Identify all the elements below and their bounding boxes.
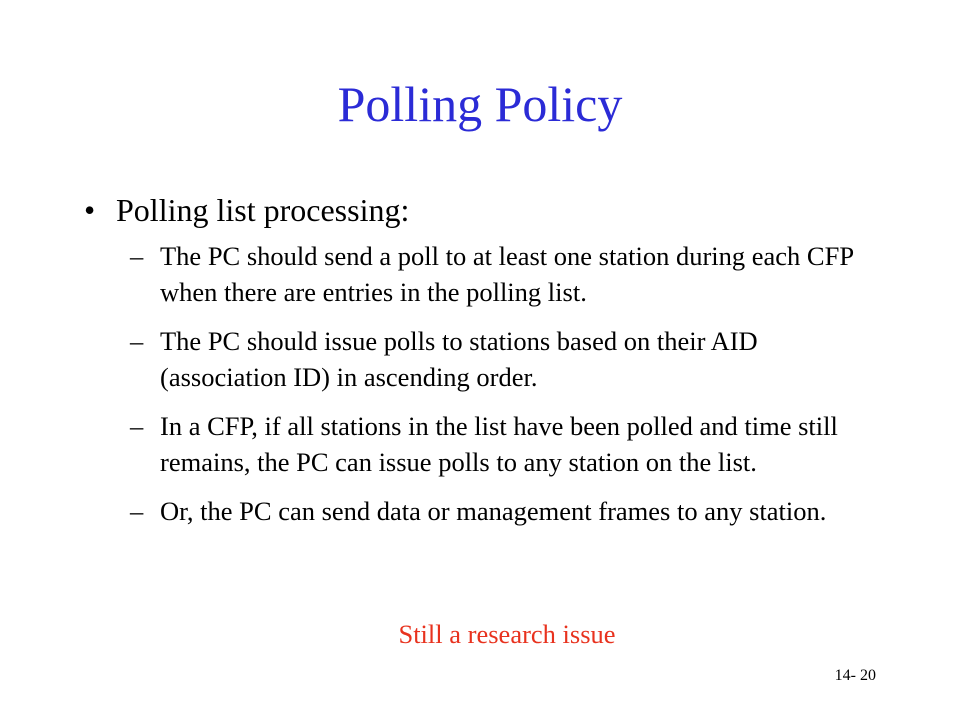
dash-marker: –: [130, 496, 144, 526]
main-bullet-text: Polling list processing:: [116, 192, 410, 228]
sub-bullet-text: In a CFP, if all stations in the list have been polled and time still remains, the PC can issue polls to any station on the list.: [160, 411, 838, 477]
dash-marker: –: [130, 411, 144, 441]
sub-bullet-item: [130, 493, 870, 529]
dash-marker: –: [130, 326, 144, 356]
sub-bullet-item: [130, 408, 870, 480]
sub-bullet-list: [130, 238, 870, 542]
page-number: 14- 20: [834, 667, 876, 684]
main-bullet: [84, 188, 409, 232]
sub-bullet-item: [130, 238, 870, 310]
slide-title: Polling Policy: [337, 76, 623, 132]
dash-marker: –: [130, 241, 144, 271]
bullet-marker: •: [84, 192, 96, 228]
research-note: Still a research issue: [398, 619, 616, 649]
sub-bullet-text: The PC should issue polls to stations based on their AID (association ID) in ascending order.: [160, 326, 758, 392]
sub-bullet-text: The PC should send a poll to at least one station during each CFP when there are entries in the polling list.: [160, 241, 854, 307]
sub-bullet-text: Or, the PC can send data or management frames to any station.: [160, 496, 827, 526]
sub-bullet-item: [130, 323, 870, 395]
